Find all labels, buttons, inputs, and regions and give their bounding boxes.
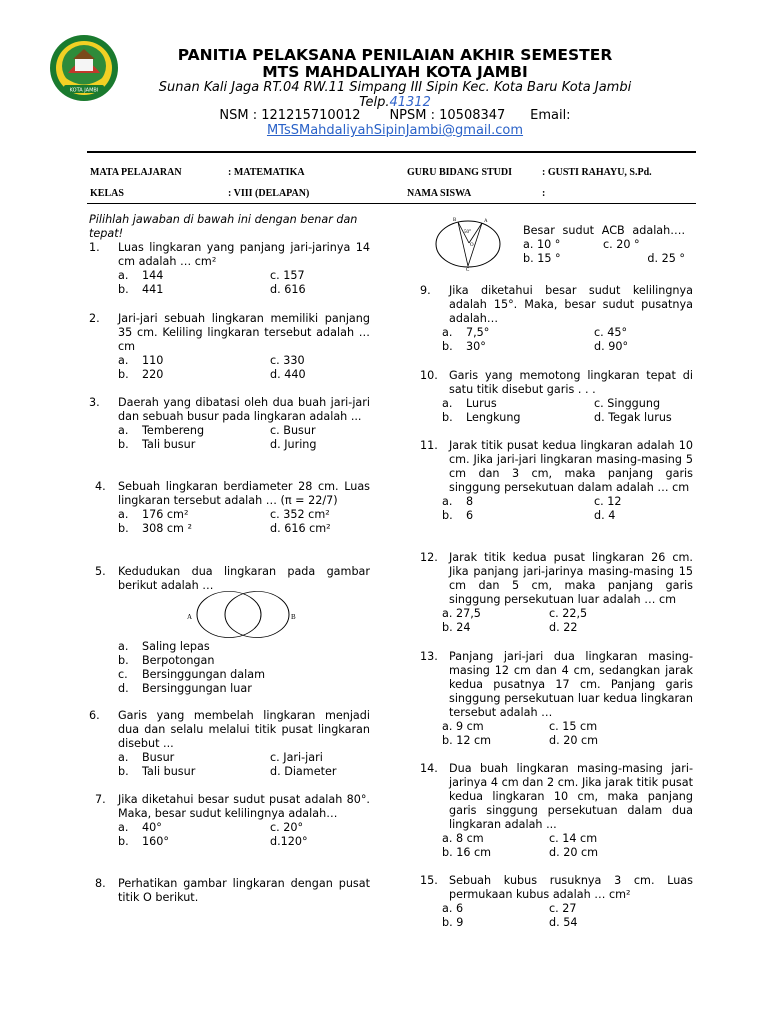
option-c: c. Busur [270, 424, 316, 437]
option-d: d. 20 cm [549, 846, 599, 859]
question-13 [420, 650, 693, 748]
option-letter: c. [118, 668, 128, 681]
question-9 [420, 284, 693, 354]
q-text: Daerah yang dibatasi oleh dua buah jari-jari dan sebuah busur pada lingkaran adalah ... [118, 396, 370, 423]
header-title-1: PANITIA PELAKSANA PENILAIAN AKHIR SEMESTER [177, 46, 613, 64]
option-c: c. Singgung [594, 397, 661, 410]
option-b: b. 9 [442, 916, 464, 929]
option-d: d. 616 [270, 283, 306, 296]
header-title-2: MTS MAHDALIYAH KOTA JAMBI [262, 63, 528, 81]
option-a: a. 27,5 [442, 607, 481, 620]
option-letter: a. [118, 354, 129, 367]
option-b: b. 24 [442, 621, 471, 634]
header-address: Sunan Kali Jaga RT.04 RW.11 Simpang III Sipin Kec. Kota Baru Kota Jambi [158, 80, 632, 95]
option-d: d. 25 ° [647, 252, 685, 265]
option-c: c. 352 cm² [270, 508, 330, 521]
option-c: c. 20 ° [603, 238, 640, 251]
meta-divider [87, 203, 696, 204]
label-b: B [291, 613, 296, 621]
option-letter: b. [118, 438, 129, 451]
question-10 [420, 369, 693, 425]
subject-label: MATA PELAJARAN [90, 167, 182, 178]
option-letter: a. [442, 326, 453, 339]
q-text: Jarak titik pusat kedua lingkaran adalah 10 cm. Jika jari-jari lingkaran masing-masing 5 cm dan 3 cm, maka panjang garis singgung persekutuan dalam adalah … cm [449, 439, 693, 494]
option-letter: a. [118, 424, 129, 437]
label-a: A [187, 613, 193, 621]
option-letter: b. [442, 509, 453, 522]
option-a: 40° [142, 821, 162, 834]
logo-text: KOTA JAMBI [69, 87, 99, 94]
q-text: Dua buah lingkaran masing-masing jari-jarinya 4 cm dan 2 cm. Jika jarak titik pusat kedua lingkaran 10 cm, maka panjang garis singgung persekutuan dalam dua lingkaran adalah ... [449, 762, 693, 831]
option-c: c. 14 cm [549, 832, 598, 845]
q-number: 13. [420, 650, 438, 663]
q-text: Garis yang membelah lingkaran menjadi dua dan selalu melalui titik pusat lingkaran disebut ... [118, 709, 370, 750]
option-b: Lengkung [466, 411, 521, 424]
question-2 [89, 312, 370, 382]
circle-angle-figure [432, 215, 504, 271]
fig-label-b: B [453, 218, 457, 223]
option-c: c. Jari-jari [270, 751, 323, 764]
option-b: 6 [466, 509, 474, 522]
q-number: 11. [420, 439, 438, 452]
teacher-value: : GUSTI RAHAYU, S.Pd. [542, 167, 652, 178]
option-a: 144 [142, 269, 164, 282]
option-d: d. 22 [549, 621, 578, 634]
q-number: 4. [95, 480, 106, 493]
question-14 [420, 762, 693, 860]
header-divider [87, 151, 696, 153]
option-d: d. 90° [594, 340, 629, 353]
option-c: c. 45° [594, 326, 628, 339]
question-8-continued [523, 224, 685, 266]
q-number: 5. [95, 565, 106, 578]
email-link[interactable]: MTsSMahdaliyahSipinJambi@gmail.com [266, 123, 524, 138]
fig-label-c: C [466, 268, 470, 271]
option-d: d. 616 cm² [270, 522, 331, 535]
option-a: 7,5° [466, 326, 490, 339]
q-number: 10. [420, 369, 438, 382]
option-d: d. 4 [594, 509, 616, 522]
q-text: Perhatikan gambar lingkaran dengan pusat titik O berikut. [118, 877, 370, 904]
option-d: d. Juring [270, 438, 317, 451]
option-a: a. 8 cm [442, 832, 484, 845]
option-letter: d. [118, 682, 129, 695]
option-a: Tembereng [142, 424, 205, 437]
question-5 [89, 565, 370, 593]
option-c: c. 157 [270, 269, 305, 282]
option-a: 110 [142, 354, 164, 367]
option-d: d. Diameter [270, 765, 337, 778]
question-15 [420, 874, 693, 930]
option-d: d. 20 cm [549, 734, 599, 747]
q-text: Panjang jari-jari dua lingkaran masing-masing 12 cm dan 4 cm, sedangkan jarak kedua pusatnya 17 cm. Panjang garis singgung persekutuan luar kedua lingkaran tersebut adalah … [449, 650, 693, 719]
option-letter: b. [118, 283, 129, 296]
two-circles-figure [185, 590, 300, 640]
question-3 [89, 396, 370, 452]
question-6 [89, 709, 370, 779]
q-number: 1. [89, 241, 100, 254]
student-label: NAMA SISWA [407, 188, 472, 199]
option-a: Lurus [466, 397, 497, 410]
student-value: : [542, 188, 546, 199]
option-letter: b. [118, 522, 129, 535]
option-b: b. 12 cm [442, 734, 492, 747]
q-number: 12. [420, 551, 438, 564]
option-c: Bersinggungan dalam [142, 668, 265, 681]
option-letter: b. [118, 765, 129, 778]
circle-b [225, 591, 289, 637]
telp-label: Telp. [359, 95, 390, 110]
option-b: b. 15 ° [523, 252, 561, 265]
option-letter: a. [118, 269, 129, 282]
question-8 [89, 877, 370, 905]
option-b: 220 [142, 368, 164, 381]
q-number: 15. [420, 874, 438, 887]
option-b: Berpotongan [142, 654, 215, 667]
q-number: 6. [89, 709, 100, 722]
question-11 [420, 439, 693, 523]
q-number: 7. [95, 793, 106, 806]
option-letter: b. [118, 368, 129, 381]
option-a: a. 9 cm [442, 720, 484, 733]
teacher-label: GURU BIDANG STUDI [407, 167, 513, 178]
option-b: 160° [142, 835, 169, 848]
q-text: Garis yang memotong lingkaran tepat di satu titik disebut garis . . . [449, 369, 693, 396]
option-b: 308 cm ² [142, 522, 192, 535]
fig-label-o: O [470, 243, 474, 248]
question-4 [89, 480, 370, 536]
option-letter: a. [442, 495, 453, 508]
header-ids [120, 108, 670, 124]
q-number: 14. [420, 762, 438, 775]
option-c: c. 20° [270, 821, 304, 834]
option-a: a. 10 ° [523, 238, 561, 251]
school-logo [48, 33, 120, 103]
q-text: Jarak titik kedua pusat lingkaran 26 cm. Jika panjang jari-jarinya masing-masing 15 cm dan 5 cm, maka panjang garis singgung persekutuan luar adalah … cm [449, 551, 693, 606]
nsm: NSM : 121215710012 [219, 108, 361, 123]
option-letter: b. [118, 654, 129, 667]
q-text: Jika diketahui besar sudut pusat adalah 80°. Maka, besar sudut kelilingnya adalah… [118, 793, 370, 820]
class-value: : VIII (DELAPAN) [228, 188, 310, 199]
option-c: c. 330 [270, 354, 305, 367]
class-label: KELAS [90, 188, 124, 199]
q-text: Kedudukan dua lingkaran pada gambar berikut adalah … [118, 565, 370, 592]
q-number: 9. [420, 284, 431, 297]
option-a: Saling lepas [142, 640, 210, 653]
option-b: 441 [142, 283, 164, 296]
q-number: 3. [89, 396, 100, 409]
q-text: Luas lingkaran yang panjang jari-jarinya 14 cm adalah … cm² [118, 241, 370, 268]
option-b: b. 16 cm [442, 846, 492, 859]
option-c: c. 27 [549, 902, 577, 915]
option-letter: a. [118, 640, 129, 653]
option-d: d. Tegak lurus [594, 411, 672, 424]
email-label: Email: [530, 108, 571, 123]
option-a: Busur [142, 751, 175, 764]
option-a: a. 6 [442, 902, 464, 915]
option-letter: a. [442, 397, 453, 410]
option-letter: a. [118, 821, 129, 834]
q-text: Jika diketahui besar sudut kelilingnya adalah 15°. Maka, besar sudut pusatnya adalah… [449, 284, 693, 325]
circle-a [197, 591, 261, 637]
fig-angle: 50° [464, 230, 471, 235]
q5-options [89, 640, 399, 696]
option-d: d. 54 [549, 916, 578, 929]
subject-value: : MATEMATIKA [228, 167, 305, 178]
option-b: Tali busur [142, 765, 196, 778]
option-c: c. 22,5 [549, 607, 588, 620]
option-a: 176 cm² [142, 508, 189, 521]
question-7 [89, 793, 370, 849]
option-letter: a. [118, 508, 129, 521]
q-number: 2. [89, 312, 100, 325]
fig-label-a: A [484, 219, 488, 224]
option-d: d. 440 [270, 368, 306, 381]
instruction: Pilihlah jawaban di bawah ini dengan benar dan tepat! [89, 213, 358, 240]
q-text: Jari-jari sebuah lingkaran memiliki panjang 35 cm. Keliling lingkaran tersebut adalah … cm [118, 312, 370, 353]
q-number: 8. [95, 877, 106, 890]
option-b: Tali busur [142, 438, 196, 451]
option-c: c. 15 cm [549, 720, 598, 733]
option-b: 30° [466, 340, 486, 353]
option-d: d.120° [270, 835, 308, 848]
option-d: Bersinggungan luar [142, 682, 252, 695]
option-letter: b. [442, 411, 453, 424]
question-12 [420, 551, 693, 635]
q-text: Sebuah kubus rusuknya 3 cm. Luas permukaan kubus adalah … cm² [449, 874, 693, 901]
option-c: c. 12 [594, 495, 622, 508]
telp-number: 41312 [389, 95, 431, 110]
npsm: NPSM : 10508347 [389, 108, 506, 123]
q8-text: Besar sudut ACB adalah…. [523, 224, 685, 237]
option-letter: b. [118, 835, 129, 848]
q-text: Sebuah lingkaran berdiameter 28 cm. Luas lingkaran tersebut adalah … (π = 22/7) [118, 480, 370, 507]
option-a: 8 [466, 495, 474, 508]
option-letter: a. [118, 751, 129, 764]
question-1 [89, 241, 370, 297]
option-letter: b. [442, 340, 453, 353]
